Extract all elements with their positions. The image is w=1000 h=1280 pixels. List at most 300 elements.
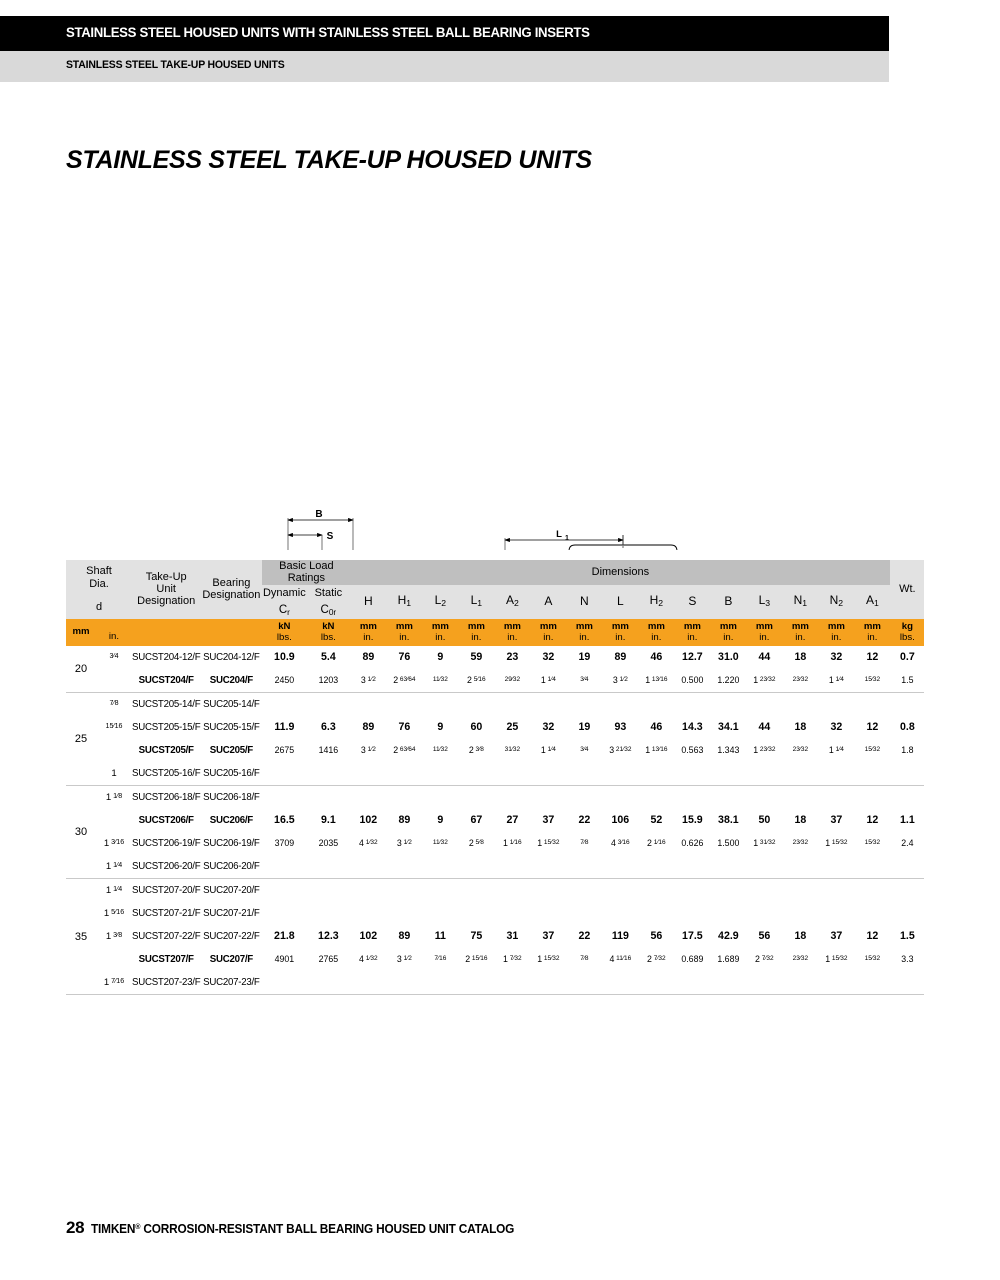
- cell-wt: 1.8: [901, 745, 914, 756]
- cell-c0r: 1203: [306, 669, 350, 693]
- cell-s: [674, 879, 710, 903]
- cell-c0r: [306, 762, 350, 786]
- cell-c0r: [306, 786, 350, 810]
- cell-a2: [494, 786, 530, 810]
- cell-n: 19: [578, 721, 591, 734]
- cell-shaft-in: 3⁄4: [109, 652, 119, 661]
- cell-takeup-designation: SUCST206-20/F: [132, 855, 200, 879]
- cell-l1: [458, 693, 494, 717]
- cell-c0r: 2765: [318, 954, 339, 965]
- cell-n: 22: [578, 814, 591, 827]
- cell-h: [350, 786, 386, 810]
- cell-n1: [782, 971, 818, 995]
- cell-bearing-designation: SUC205/F: [209, 745, 253, 757]
- header-dim-l2: $L_2$: [422, 585, 458, 619]
- cell-shaft-in: 1 1⁄4: [105, 885, 123, 897]
- cell-h1: [386, 879, 422, 903]
- cell-shaft-mm: 20: [66, 646, 96, 693]
- header-c0r: $C_{0r}$: [306, 602, 350, 619]
- cell-n1: 23⁄32: [792, 839, 809, 847]
- cell-l2: [422, 693, 458, 717]
- cell-cr: [262, 762, 306, 786]
- cell-n: [566, 786, 602, 810]
- cell-wt: 1.5: [890, 669, 924, 693]
- cell-l3: [746, 786, 782, 810]
- sub-banner: [0, 51, 889, 82]
- cell-l1: 2 3⁄8: [468, 745, 484, 756]
- cell-wt: 1.5: [899, 930, 915, 943]
- unit-dim-h2: mm in.: [638, 619, 674, 647]
- cell-s: [674, 971, 710, 995]
- table-units-row: [66, 619, 924, 647]
- cell-a1: 12: [866, 814, 879, 827]
- table-row: [66, 786, 924, 810]
- cell-l2: [422, 879, 458, 903]
- cell-s: [674, 902, 710, 925]
- header-shaft-dia: Shaft Dia. d: [66, 560, 132, 619]
- cell-n2: 1 1⁄4: [818, 669, 854, 693]
- cell-c0r: [306, 693, 350, 717]
- cell-s: 0.626: [681, 838, 704, 849]
- cell-a2: [494, 762, 530, 786]
- cell-h1: [386, 855, 422, 879]
- cell-a2: 31: [506, 930, 519, 943]
- cell-cr: 11.9: [274, 721, 295, 734]
- cell-l2: 11⁄32: [432, 746, 448, 754]
- cell-a: [530, 902, 566, 925]
- table-row: [66, 948, 924, 971]
- cell-b: 1.343: [717, 745, 740, 756]
- cell-h2: 1 13⁄16: [645, 745, 668, 756]
- cell-bearing-designation: SUC206/F: [209, 815, 253, 827]
- header-dim-l3: $L_3$: [746, 585, 782, 619]
- cell-l3: 2 7⁄32: [755, 954, 774, 965]
- cell-shaft-in: 1 1⁄4: [96, 855, 132, 879]
- cell-l3: [746, 971, 782, 995]
- cell-cr: 2450: [262, 669, 306, 693]
- cell-b: [710, 971, 746, 995]
- table-row: [66, 971, 924, 995]
- header-dim-l: L: [602, 585, 638, 619]
- cell-h1: [386, 971, 422, 995]
- cell-l: 4 3⁄16: [611, 838, 630, 849]
- cell-wt: [890, 902, 924, 925]
- cell-cr: 10.9: [274, 651, 295, 664]
- cell-takeup-designation: SUCST207-20/F: [132, 885, 201, 897]
- table-row: [66, 762, 924, 786]
- cell-cr: [262, 855, 306, 879]
- cell-b: 1.500: [717, 838, 740, 849]
- unit-dim-h1: mm in.: [386, 619, 422, 647]
- cell-h1: [386, 786, 422, 810]
- technical-drawings: [0, 250, 1000, 550]
- cell-cr: [262, 971, 306, 995]
- cell-a: [530, 762, 566, 786]
- header-cr: $C_r$: [262, 602, 306, 619]
- cell-n2: 32: [830, 651, 843, 664]
- cell-n1: [782, 855, 818, 879]
- unit-dim-h: mm in.: [350, 619, 386, 647]
- cell-a1: 15⁄32: [864, 746, 881, 754]
- cell-h1: 2 63⁄64: [386, 669, 422, 693]
- cell-l: [602, 902, 638, 925]
- cell-shaft-in: [96, 809, 132, 832]
- unit-dim-l1: mm in.: [458, 619, 494, 647]
- cell-bearing-designation: SUC206-19/F: [203, 838, 260, 850]
- right-figure-front-view: [428, 529, 730, 550]
- cell-h: [350, 762, 386, 786]
- header-dim-a1: $A_1$: [854, 585, 890, 619]
- cell-n1: [782, 879, 818, 903]
- cell-n: 22: [578, 930, 591, 943]
- cell-h2: [638, 879, 674, 903]
- table-row: [66, 739, 924, 762]
- cell-l1: [458, 902, 494, 925]
- cell-h1: 76: [398, 721, 411, 734]
- cell-l: 106: [611, 814, 630, 827]
- cell-a1: [854, 786, 890, 810]
- header-dim-a2: $A_2$: [494, 585, 530, 619]
- cell-h2: [638, 971, 674, 995]
- header-dim-b: B: [710, 585, 746, 619]
- cell-bearing-designation: SUC207/F: [209, 954, 253, 966]
- cell-n: [566, 971, 602, 995]
- cell-bearing-designation: SUC206-18/F: [203, 792, 260, 804]
- cell-n1: [782, 786, 818, 810]
- cell-l2: 11: [434, 930, 446, 943]
- cell-s: 12.7: [682, 651, 703, 664]
- top-banner: [0, 16, 889, 51]
- cell-h2: [638, 786, 674, 810]
- cell-l3: [746, 902, 782, 925]
- cell-h2: [638, 762, 674, 786]
- cell-h2: [638, 855, 674, 879]
- cell-wt: [890, 762, 924, 786]
- cell-l1: [458, 762, 494, 786]
- cell-n1: 23⁄32: [792, 746, 809, 754]
- cell-h: [350, 902, 386, 925]
- cell-l: [602, 762, 638, 786]
- cell-takeup-designation: SUCST205/F: [138, 745, 194, 757]
- cell-takeup-designation: SUCST207-23/F: [132, 971, 200, 995]
- cell-n1: 23⁄32: [792, 955, 809, 963]
- cell-h: 89: [362, 651, 375, 664]
- cell-a2: 25: [506, 721, 519, 734]
- cell-wt: 3.3: [901, 954, 914, 965]
- cell-a2: [494, 855, 530, 879]
- cell-n1: [782, 762, 818, 786]
- cell-n: 3⁄4: [580, 746, 589, 754]
- svg-text:1: 1: [565, 535, 569, 542]
- header-dim-a: A: [530, 585, 566, 619]
- cell-a: 1 1⁄4: [540, 745, 556, 756]
- cell-n2: 1 15⁄32: [825, 954, 848, 965]
- cell-a: [530, 855, 566, 879]
- cell-b: 31.0: [718, 651, 739, 664]
- cell-n2: 37: [830, 814, 843, 827]
- cell-takeup-designation: SUCST206-18/F: [132, 792, 201, 804]
- cell-b: 34.1: [718, 721, 739, 734]
- unit-dim-n2: mm in.: [818, 619, 854, 647]
- cell-a1: 15⁄32: [864, 839, 881, 847]
- cell-l3: [746, 693, 782, 717]
- cell-l: [602, 971, 638, 995]
- cell-l1: 67: [470, 814, 483, 827]
- cell-takeup-designation: SUCST206/F: [138, 815, 194, 827]
- cell-takeup-designation: SUCST205-14/F: [132, 699, 201, 711]
- cell-l: [602, 693, 638, 717]
- cell-wt: 2.4: [901, 838, 914, 849]
- cell-l3: [746, 762, 782, 786]
- table-row: [66, 669, 924, 693]
- unit-dim-a2: mm in.: [494, 619, 530, 647]
- cell-a: 32: [542, 721, 555, 734]
- cell-cr: [262, 902, 306, 925]
- cell-cr: 21.8: [274, 930, 295, 943]
- cell-c0r: [306, 855, 350, 879]
- cell-cr: 3709: [274, 838, 295, 849]
- cell-l2: [422, 762, 458, 786]
- cell-c0r: [306, 902, 350, 925]
- cell-b: [710, 762, 746, 786]
- unit-dim-a: mm in.: [530, 619, 566, 647]
- cell-n1: 18: [794, 651, 807, 664]
- cell-h: [350, 855, 386, 879]
- cell-l: 119: [611, 930, 629, 943]
- cell-n2: 1 15⁄32: [825, 838, 848, 849]
- cell-l2: [422, 902, 458, 925]
- cell-l1: [458, 786, 494, 810]
- cell-c0r: [306, 971, 350, 995]
- cell-shaft-in: [96, 948, 132, 971]
- cell-l2: [422, 786, 458, 810]
- cell-cr: [262, 693, 306, 717]
- cell-h1: 89: [398, 814, 411, 827]
- header-dim-h2: $H_2$: [638, 585, 674, 619]
- unit-dim-s: mm in.: [674, 619, 710, 647]
- cell-bearing-designation: SUC204-12/F: [203, 652, 260, 664]
- page-number: 28: [66, 1218, 85, 1237]
- unit-takeup: [132, 619, 200, 647]
- cell-bearing-designation: SUC207-20/F: [203, 885, 260, 897]
- cell-l2: 9: [437, 721, 444, 734]
- header-takeup-designation: Take-Up Unit Designation: [132, 560, 200, 619]
- cell-takeup-designation: SUCST206-19/F: [132, 838, 201, 850]
- cell-l3: 1 23⁄32: [753, 745, 776, 756]
- cell-n: 7⁄8: [580, 839, 589, 847]
- cell-cr: 4901: [274, 954, 295, 965]
- cell-h2: 2 1⁄16: [647, 838, 666, 849]
- cell-takeup-designation: SUCST205-16/F: [132, 762, 200, 786]
- cell-h1: 2 63⁄64: [393, 745, 416, 756]
- cell-shaft-mm: 30: [66, 786, 96, 879]
- cell-a1: 15⁄32: [854, 669, 890, 693]
- unit-dim-l2: mm in.: [422, 619, 458, 647]
- cell-takeup-designation: SUCST207-21/F: [132, 908, 201, 920]
- table-row: [66, 693, 924, 717]
- cell-c0r: 9.1: [320, 814, 336, 827]
- cell-b: [710, 879, 746, 903]
- cell-l1: [458, 879, 494, 903]
- cell-h: [350, 971, 386, 995]
- cell-l: [602, 879, 638, 903]
- unit-dim-n1: mm in.: [782, 619, 818, 647]
- unit-dim-a1: mm in.: [854, 619, 890, 647]
- cell-b: [710, 786, 746, 810]
- cell-b: [710, 855, 746, 879]
- table-row: [66, 646, 924, 669]
- cell-shaft-in: 7⁄8: [109, 699, 119, 708]
- cell-l2: 9: [437, 651, 444, 664]
- header-dimensions: Dimensions: [350, 560, 890, 585]
- cell-l: 93: [614, 721, 627, 734]
- header-static: Static: [306, 585, 350, 602]
- cell-h2: 2 7⁄32: [647, 954, 666, 965]
- cell-l1: [458, 971, 494, 995]
- header-dynamic: Dynamic: [262, 585, 306, 602]
- cell-takeup-designation: SUCST205-15/F: [132, 722, 201, 734]
- cell-shaft-in: 1 5⁄16: [103, 908, 125, 920]
- cell-a: 1 15⁄32: [537, 954, 560, 965]
- cell-h2: 56: [650, 930, 663, 943]
- left-figure-side-view: [231, 509, 384, 550]
- table-row: [66, 855, 924, 879]
- header-dim-n1: $N_1$: [782, 585, 818, 619]
- cell-a: 32: [542, 651, 555, 664]
- cell-c0r: 12.3: [318, 930, 339, 943]
- cell-l1: 60: [470, 721, 483, 734]
- cell-shaft-in: 1 3⁄8: [105, 931, 123, 943]
- cell-a1: 15⁄32: [864, 955, 881, 963]
- cell-a1: 12: [866, 651, 879, 664]
- cell-wt: [890, 693, 924, 717]
- cell-bearing-designation: SUC205-14/F: [203, 699, 260, 711]
- cell-b: 42.9: [718, 930, 739, 943]
- cell-a1: [854, 855, 890, 879]
- unit-dim-b: mm in.: [710, 619, 746, 647]
- cell-l: 3 21⁄32: [609, 745, 632, 756]
- cell-a1: 12: [866, 721, 879, 734]
- cell-n2: [818, 971, 854, 995]
- cell-l2: 11⁄32: [422, 669, 458, 693]
- cell-a1: [854, 971, 890, 995]
- cell-h2: [638, 902, 674, 925]
- cell-s: [674, 855, 710, 879]
- cell-c0r: 6.3: [320, 721, 336, 734]
- cell-l1: 2 5⁄8: [468, 838, 484, 849]
- cell-h: [350, 693, 386, 717]
- cell-a2: [494, 902, 530, 925]
- cell-n2: [818, 786, 854, 810]
- cell-a1: [854, 902, 890, 925]
- cell-l: [602, 786, 638, 810]
- cell-l1: 75: [470, 930, 483, 943]
- cell-s: [674, 786, 710, 810]
- cell-cr: 2675: [274, 745, 295, 756]
- cell-b: 1.220: [710, 669, 746, 693]
- cell-s: [674, 693, 710, 717]
- cell-bearing-designation: SUC206-20/F: [200, 855, 262, 879]
- cell-a: 37: [542, 814, 555, 827]
- unit-dim-n: mm in.: [566, 619, 602, 647]
- cell-shaft-in: 1: [96, 762, 132, 786]
- table-row: [66, 716, 924, 739]
- cell-c0r: 1416: [318, 745, 339, 756]
- table-row: [66, 925, 924, 948]
- unit-c0r: kN lbs.: [306, 619, 350, 647]
- cell-s: 14.3: [682, 721, 703, 734]
- cell-n: 19: [578, 651, 591, 664]
- table-row: [66, 809, 924, 832]
- cell-a2: [494, 971, 530, 995]
- cell-shaft-in: 1 1⁄8: [105, 792, 123, 804]
- cell-bearing-designation: SUC205-15/F: [203, 722, 260, 734]
- cell-l2: 11⁄32: [432, 839, 448, 847]
- cell-h1: [386, 902, 422, 925]
- cell-h: 4 1⁄32: [359, 838, 378, 849]
- cell-n2: [818, 693, 854, 717]
- cell-h2: 46: [650, 721, 663, 734]
- svg-text:S: S: [326, 531, 334, 542]
- cell-a2: 1 1⁄16: [503, 838, 522, 849]
- cell-l3: 44: [758, 721, 771, 734]
- cell-a2: [494, 879, 530, 903]
- cell-n1: 23⁄32: [782, 669, 818, 693]
- cell-l3: 1 31⁄32: [753, 838, 776, 849]
- cell-a: [530, 971, 566, 995]
- cell-wt: [890, 786, 924, 810]
- cell-n2: [818, 902, 854, 925]
- cell-n1: 18: [794, 721, 807, 734]
- cell-n2: 37: [830, 930, 843, 943]
- cell-l1: [458, 855, 494, 879]
- cell-h1: [386, 762, 422, 786]
- cell-n: [566, 902, 602, 925]
- cell-takeup-designation: SUCST204/F: [132, 669, 200, 693]
- cell-l3: [746, 855, 782, 879]
- cell-h1: 89: [398, 930, 411, 943]
- cell-wt: 0.7: [899, 651, 915, 664]
- cell-l1: 59: [470, 651, 483, 664]
- cell-shaft-mm: 25: [66, 693, 96, 786]
- cell-wt: [890, 879, 924, 903]
- header-dim-n: N: [566, 585, 602, 619]
- table-row: [66, 879, 924, 903]
- cell-h1: [386, 693, 422, 717]
- cell-bearing-designation: SUC207-23/F: [200, 971, 262, 995]
- cell-bearing-designation: SUC205-16/F: [200, 762, 262, 786]
- cell-bearing-designation: SUC204/F: [200, 669, 262, 693]
- cell-s: [674, 762, 710, 786]
- cell-s: 0.689: [681, 954, 704, 965]
- cell-a1: [854, 693, 890, 717]
- cell-a2: 1 7⁄32: [503, 954, 522, 965]
- unit-shaft-mm: mm: [66, 619, 96, 647]
- cell-wt: [890, 971, 924, 995]
- page-footer: [66, 1218, 542, 1238]
- cell-h2: 46: [650, 651, 663, 664]
- cell-a2: [494, 693, 530, 717]
- cell-l1: 2 15⁄16: [465, 954, 488, 965]
- cell-l: 89: [614, 651, 627, 664]
- cell-n2: [818, 855, 854, 879]
- cell-b: 1.689: [717, 954, 740, 965]
- cell-n1: 18: [794, 930, 807, 943]
- cell-h2: [638, 693, 674, 717]
- catalog-title: TIMKEN® CORROSION-RESISTANT BALL BEARING HOUSED UNIT CATALOG: [91, 1222, 515, 1236]
- cell-n: 7⁄8: [580, 955, 589, 963]
- cell-a2: 29⁄32: [494, 669, 530, 693]
